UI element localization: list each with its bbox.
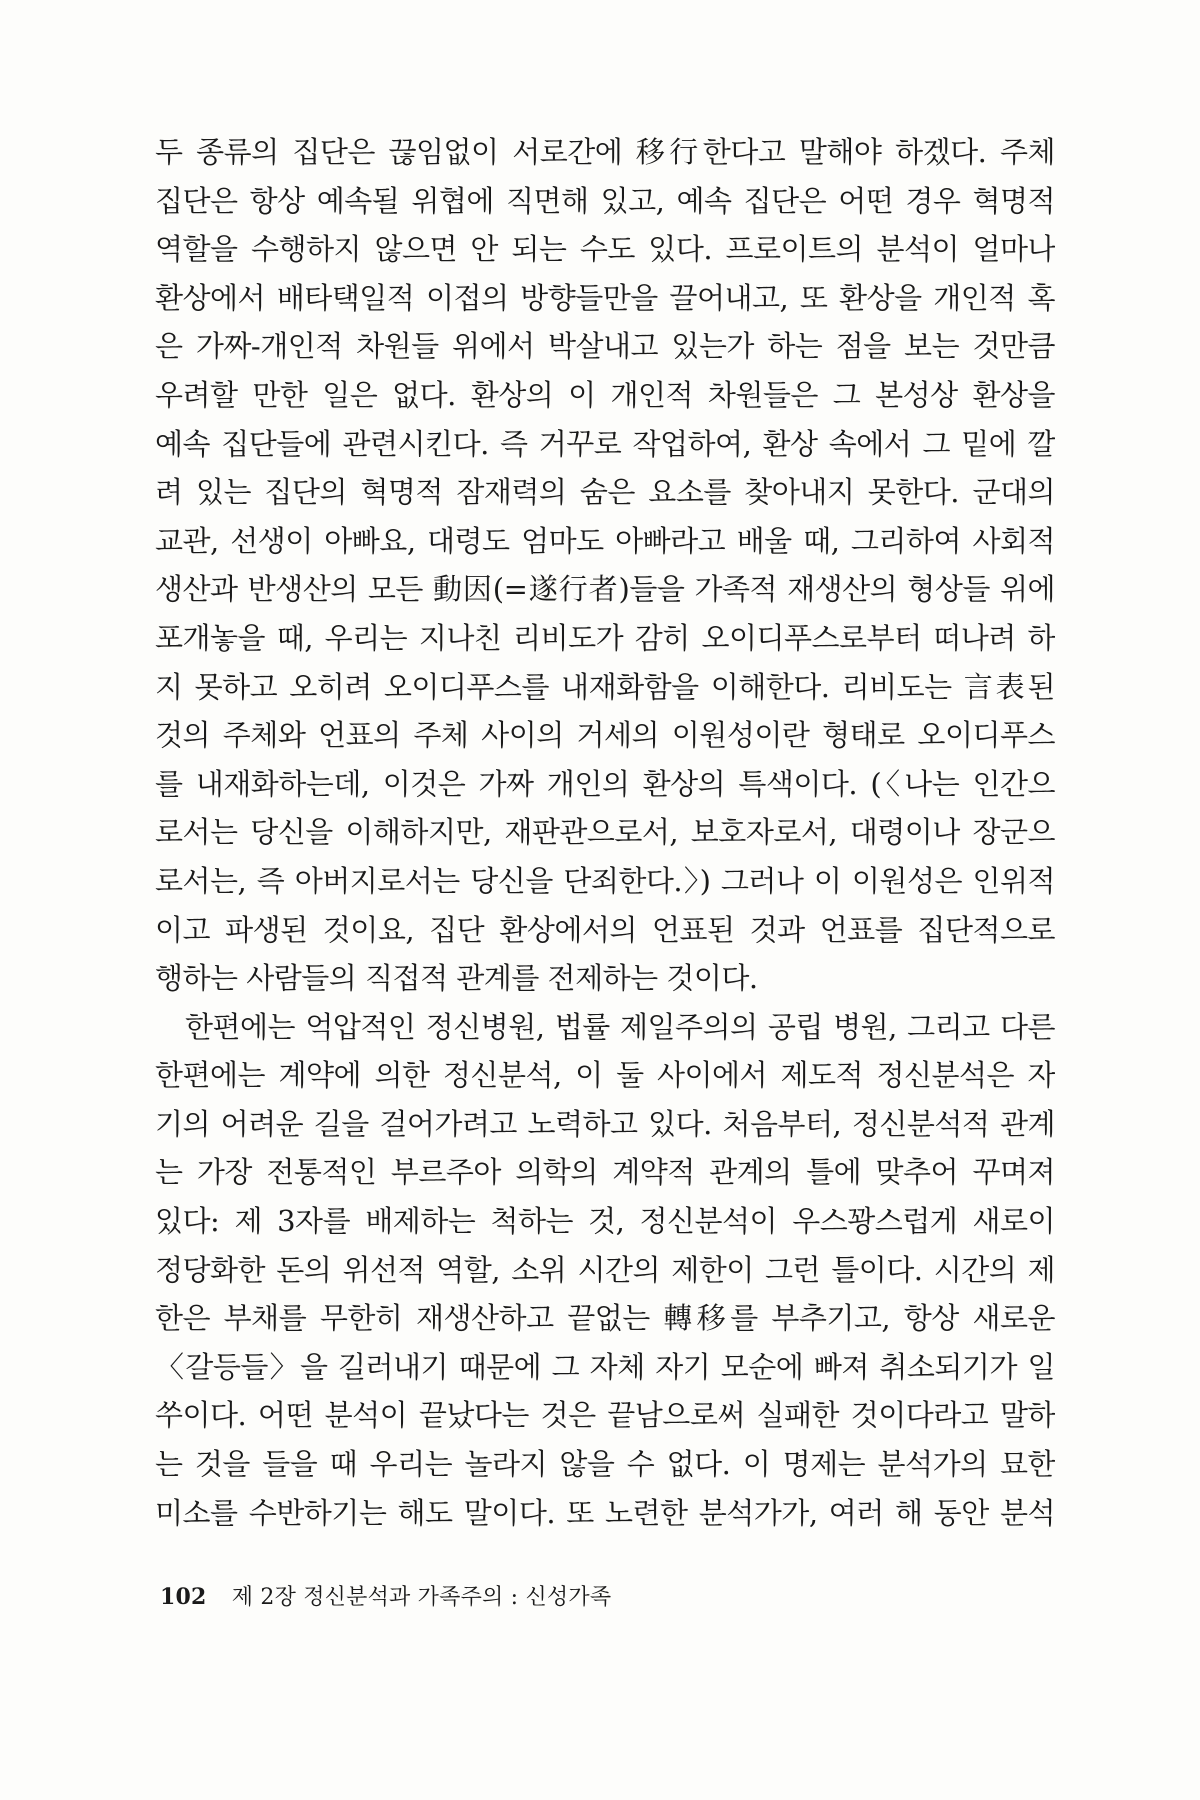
text-line: 예속 집단들에 관련시킨다. 즉 거꾸로 작업하여, 환상 속에서 그 밑에 깔	[155, 426, 1055, 461]
text-line: 지 못하고 오히려 오이디푸스를 내재화함을 이해한다. 리비도는 言表된	[155, 669, 1055, 704]
text-line: 정당화한 돈의 위선적 역할, 소위 시간의 제한이 그런 틀이다. 시간의 제	[155, 1252, 1055, 1287]
text-line: 려 있는 집단의 혁명적 잠재력의 숨은 요소를 찾아내지 못한다. 군대의	[155, 475, 1055, 510]
text-line: 은 가짜-개인적 차원들 위에서 박살내고 있는가 하는 점을 보는 것만큼	[155, 329, 1055, 364]
text-line: 로서는, 즉 아버지로서는 당신을 단죄한다.〉) 그러나 이 이원성은 인위적	[155, 863, 1055, 898]
text-line: 것의 주체와 언표의 주체 사이의 거세의 이원성이란 형태로 오이디푸스	[155, 718, 1055, 753]
text-line: 포개놓을 때, 우리는 지나친 리비도가 감히 오이디푸스로부터 떠나려 하	[155, 620, 1055, 655]
text-line: 는 것을 들을 때 우리는 놀라지 않을 수 없다. 이 명제는 분석가의 묘한	[155, 1447, 1055, 1482]
text-line: 집단은 항상 예속될 위협에 직면해 있고, 예속 집단은 어떤 경우 혁명적	[155, 183, 1055, 218]
text-line: 한편에는 계약에 의한 정신분석, 이 둘 사이에서 제도적 정신분석은 자	[155, 1058, 1055, 1093]
running-chapter-title: 제 2장 정신분석과 가족주의 : 신성가족	[231, 1585, 612, 1610]
paragraph-last-line: 행하는 사람들의 직접적 관계를 전제하는 것이다.	[155, 961, 758, 996]
text-line: 를 내재화하는데, 이것은 가짜 개인의 환상의 특색이다. (〈나는 인간으	[155, 766, 1055, 801]
text-line: 미소를 수반하기는 해도 말이다. 또 노련한 분석가가, 여러 해 동안 분석	[155, 1495, 1055, 1530]
page-number: 102	[160, 1584, 207, 1610]
text-line: 는 가장 전통적인 부르주아 의학의 계약적 관계의 틀에 맞추어 꾸며져	[155, 1155, 1055, 1190]
text-line: 생산과 반생산의 모든 動因(=遂行者)들을 가족적 재생산의 형상들 위에	[155, 572, 1055, 607]
text-line: 이고 파생된 것이요, 집단 환상에서의 언표된 것과 언표를 집단적으로	[155, 912, 1055, 947]
text-line: 있다: 제 3자를 배제하는 척하는 것, 정신분석이 우스꽝스럽게 새로이	[155, 1204, 1055, 1239]
text-line: 한은 부채를 무한히 재생산하고 끝없는 轉移를 부추기고, 항상 새로운	[155, 1301, 1055, 1336]
text-line: 환상에서 배타택일적 이접의 방향들만을 끌어내고, 또 환상을 개인적 혹	[155, 280, 1055, 315]
text-line: 기의 어려운 길을 걸어가려고 노력하고 있다. 처음부터, 정신분석적 관계	[155, 1106, 1055, 1141]
body-text	[155, 128, 1055, 1537]
text-line: 로서는 당신을 이해하지만, 재판관으로서, 보호자로서, 대령이나 장군으	[155, 815, 1055, 850]
paragraph-first-line: 한편에는 억압적인 정신병원, 법률 제일주의의 공립 병원, 그리고 다른	[185, 1009, 1055, 1044]
text-line: 쑤이다. 어떤 분석이 끝났다는 것은 끝남으로써 실패한 것이다라고 말하	[155, 1398, 1055, 1433]
text-line: 우려할 만한 일은 없다. 환상의 이 개인적 차원들은 그 본성상 환상을	[155, 377, 1055, 412]
text-line: 두 종류의 집단은 끊임없이 서로간에 移行한다고 말해야 하겠다. 주체	[155, 135, 1055, 169]
text-line: 〈갈등들〉을 길러내기 때문에 그 자체 자기 모순에 빠져 취소되기가 일	[155, 1349, 1055, 1384]
page-footer	[160, 1580, 611, 1611]
text-line: 교관, 선생이 아빠요, 대령도 엄마도 아빠라고 배울 때, 그리하여 사회적	[155, 523, 1055, 558]
text-line: 역할을 수행하지 않으면 안 되는 수도 있다. 프로이트의 분석이 얼마나	[155, 232, 1055, 267]
